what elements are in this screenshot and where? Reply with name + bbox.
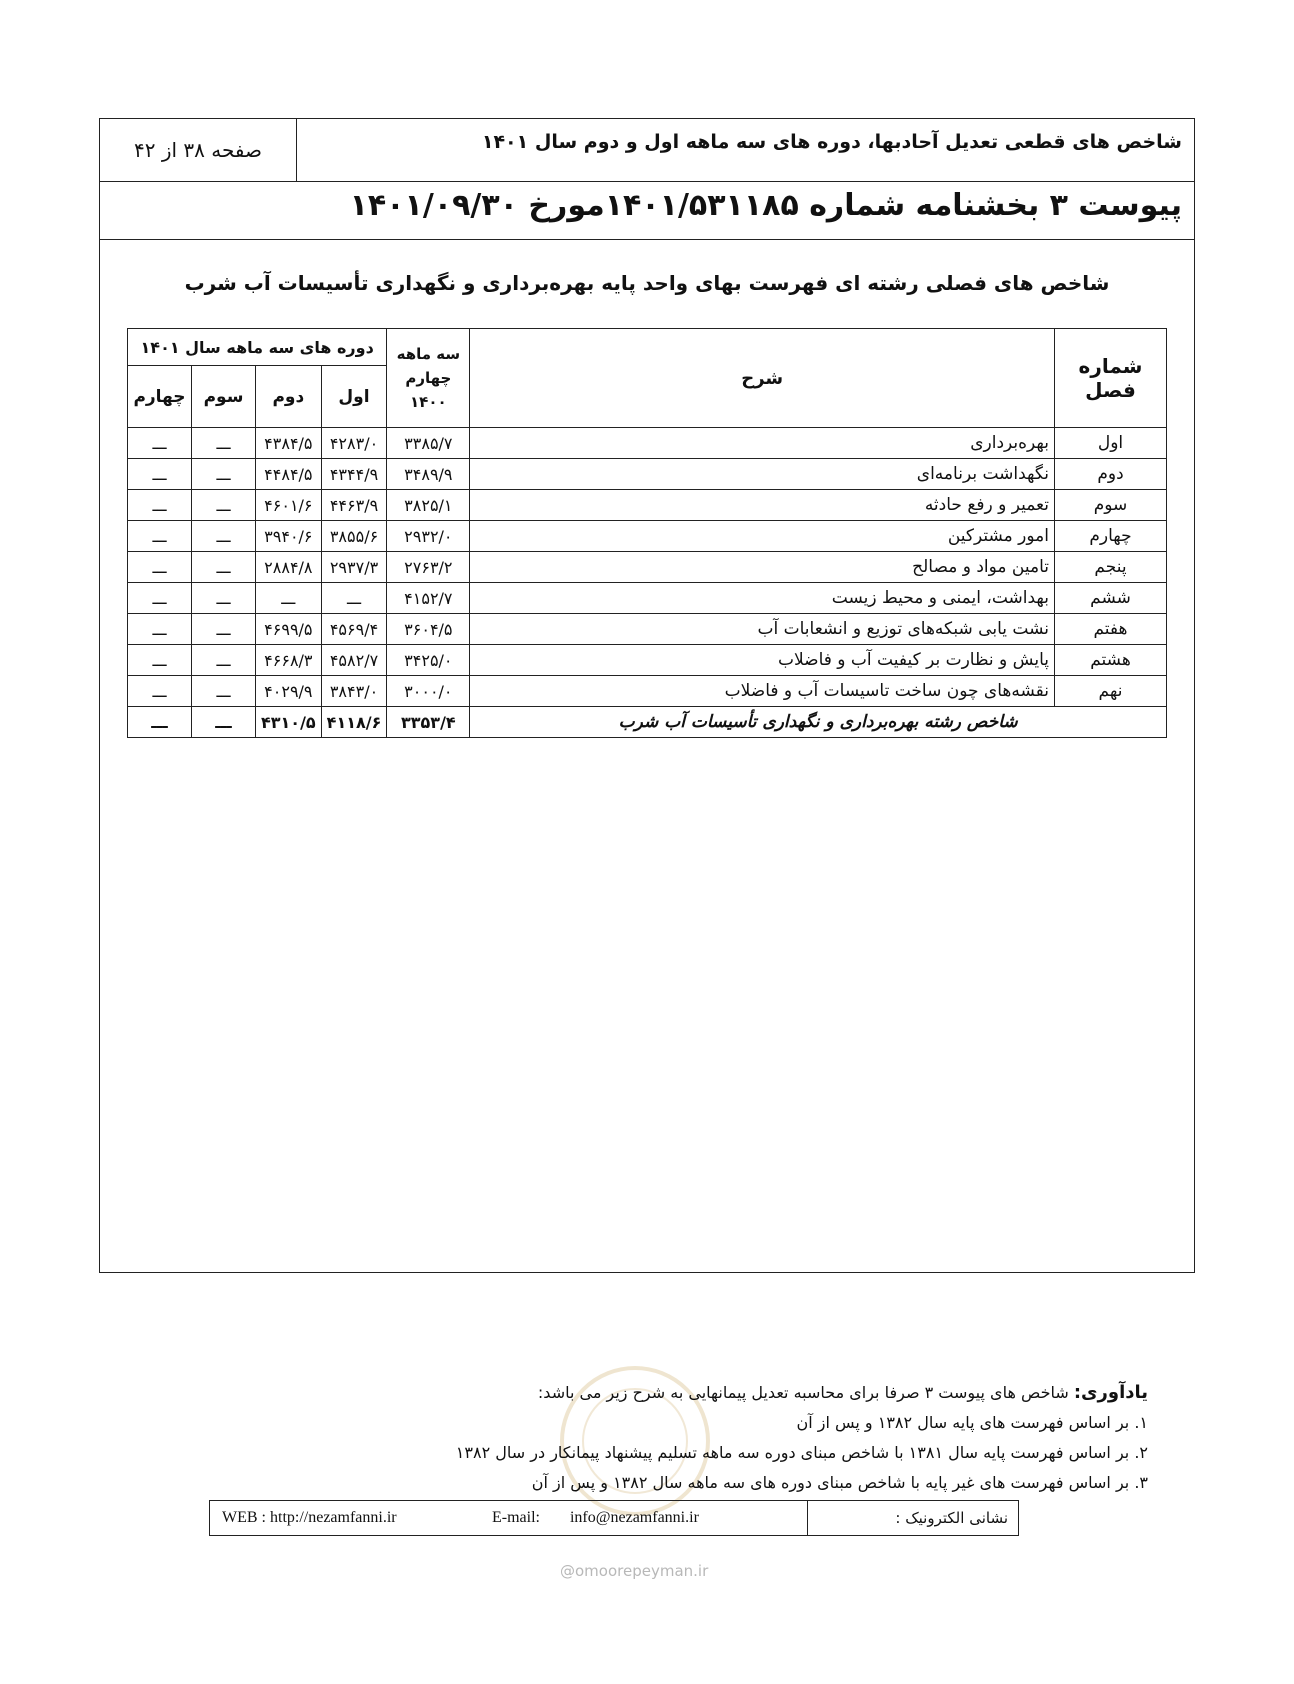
prev-cell: ۳۶۰۴/۵ — [387, 614, 470, 645]
prev-cell: ۳۰۰۰/۰ — [387, 676, 470, 707]
prev-cell: ۳۴۲۵/۰ — [387, 645, 470, 676]
note-item: ۱. بر اساس فهرست های پایه سال ۱۳۸۲ و پس از آن — [796, 1413, 1148, 1432]
q4-cell: ـــ — [128, 428, 192, 459]
note-item: ۳. بر اساس فهرست های غیر پایه با شاخص مبنای دوره های سه ماهه سال ۱۳۸۲ و پس از آن — [531, 1473, 1148, 1492]
description-cell: نگهداشت برنامه‌ای — [470, 459, 1055, 490]
header-q3: سوم — [192, 366, 256, 428]
note-item: ۲. بر اساس فهرست پایه سال ۱۳۸۱ با شاخص مبنای دوره سه ماهه تسلیم پیشنهاد پیمانکار در سال ۱۳۸۲ — [455, 1443, 1148, 1462]
notes-label: یادآوری: — [1073, 1382, 1148, 1403]
notes-intro-line — [148, 1378, 1148, 1408]
q2-cell: ـــ — [256, 583, 322, 614]
q3-cell: ـــ — [192, 552, 256, 583]
q2-cell: ۴۶۶۸/۳ — [256, 645, 322, 676]
q3-cell: ـــ — [192, 583, 256, 614]
document-frame — [99, 118, 1195, 1273]
header-q1: اول — [321, 366, 387, 428]
description-cell: نقشه‌های چون ساخت تاسیسات آب و فاضلاب — [470, 676, 1055, 707]
q3-cell: ـــ — [192, 490, 256, 521]
q2-cell: ۴۴۸۴/۵ — [256, 459, 322, 490]
chapter-cell: دوم — [1055, 459, 1167, 490]
q2-cell: ۲۸۸۴/۸ — [256, 552, 322, 583]
q3-cell: ـــ — [192, 645, 256, 676]
page-number: صفحه ۳۸ از ۴۲ — [100, 119, 297, 181]
header-quarter-group: دوره های سه ماهه سال ۱۴۰۱ — [128, 329, 387, 366]
q1-cell: ۲۹۳۷/۳ — [321, 552, 387, 583]
table-row — [128, 521, 1167, 552]
table-row — [128, 676, 1167, 707]
chapter-cell: هشتم — [1055, 645, 1167, 676]
total-q3: ـــ — [192, 707, 256, 738]
q4-cell: ـــ — [128, 459, 192, 490]
q2-cell: ۴۳۸۴/۵ — [256, 428, 322, 459]
chapter-cell: سوم — [1055, 490, 1167, 521]
q4-cell: ـــ — [128, 676, 192, 707]
q4-cell: ـــ — [128, 583, 192, 614]
circular-row — [100, 181, 1194, 240]
total-q1: ۴۱۱۸/۶ — [321, 707, 387, 738]
table-row — [128, 552, 1167, 583]
q1-cell: ۴۴۶۳/۹ — [321, 490, 387, 521]
header-description: شرح — [470, 329, 1055, 428]
prev-cell: ۳۴۸۹/۹ — [387, 459, 470, 490]
total-q4: ـــ — [128, 707, 192, 738]
total-q2: ۴۳۱۰/۵ — [256, 707, 322, 738]
total-prev: ۳۳۵۳/۴ — [387, 707, 470, 738]
q1-cell: ۴۳۴۴/۹ — [321, 459, 387, 490]
description-cell: امور مشترکین — [470, 521, 1055, 552]
description-cell: نشت یابی شبکه‌های توزیع و انشعابات آب — [470, 614, 1055, 645]
table-row — [128, 645, 1167, 676]
prev-cell: ۲۹۳۲/۰ — [387, 521, 470, 552]
header-prev-quarter: سه ماهه چهارم ۱۴۰۰ — [387, 329, 470, 428]
email-link[interactable]: info@nezamfanni.ir — [569, 1509, 699, 1526]
email-label: E-mail: — [492, 1509, 540, 1526]
q2-cell: ۴۶۹۹/۵ — [256, 614, 322, 645]
header-chapter: شماره فصل — [1055, 329, 1167, 428]
chapter-cell: پنجم — [1055, 552, 1167, 583]
prev-cell: ۴۱۵۲/۷ — [387, 583, 470, 614]
notes-intro: شاخص های پیوست ۳ صرفا برای محاسبه تعدیل پیمانهایی به شرح زیر می باشد: — [537, 1383, 1069, 1402]
q3-cell: ـــ — [192, 459, 256, 490]
table-row — [128, 583, 1167, 614]
table-row — [128, 490, 1167, 521]
q1-cell: ۴۲۸۳/۰ — [321, 428, 387, 459]
q1-cell: ۴۵۶۹/۴ — [321, 614, 387, 645]
description-cell: تامین مواد و مصالح — [470, 552, 1055, 583]
q4-cell: ـــ — [128, 614, 192, 645]
q3-cell: ـــ — [192, 614, 256, 645]
notes-block — [148, 1378, 1148, 1498]
index-table — [127, 328, 1167, 738]
header-q2: دوم — [256, 366, 322, 428]
header-row — [100, 119, 1194, 182]
prev-cell: ۳۳۸۵/۷ — [387, 428, 470, 459]
table-row — [128, 428, 1167, 459]
header-q4: چهارم — [128, 366, 192, 428]
chapter-cell: اول — [1055, 428, 1167, 459]
description-cell: تعمیر و رفع حادثه — [470, 490, 1055, 521]
circular-title: پیوست ۳ بخشنامه شماره ۱۴۰۱/۵۳۱۱۸۵مورخ ۱۴۰۱/۰۹/۳۰ — [349, 188, 1182, 223]
table-row — [128, 459, 1167, 490]
chapter-cell: چهارم — [1055, 521, 1167, 552]
document-title: شاخص های قطعی تعدیل آحادبها، دوره های سه ماهه اول و دوم سال ۱۴۰۱ — [481, 131, 1182, 153]
contact-box — [209, 1500, 1019, 1536]
prev-cell: ۳۸۲۵/۱ — [387, 490, 470, 521]
q3-cell: ـــ — [192, 428, 256, 459]
q4-cell: ـــ — [128, 490, 192, 521]
website-link[interactable]: WEB : http://nezamfanni.ir — [222, 1509, 397, 1526]
q1-cell: ـــ — [321, 583, 387, 614]
contact-label: نشانی الکترونیک : — [807, 1501, 1018, 1535]
q2-cell: ۴۶۰۱/۶ — [256, 490, 322, 521]
total-description: شاخص رشته بهره‌برداری و نگهداری تأسیسات آب شرب — [470, 707, 1167, 738]
chapter-cell: نهم — [1055, 676, 1167, 707]
q1-cell: ۴۵۸۲/۷ — [321, 645, 387, 676]
chapter-cell: هفتم — [1055, 614, 1167, 645]
email-group — [492, 1501, 807, 1535]
q3-cell: ـــ — [192, 521, 256, 552]
q2-cell: ۳۹۴۰/۶ — [256, 521, 322, 552]
description-cell: بهداشت، ایمنی و محیط زیست — [470, 583, 1055, 614]
description-cell: پایش و نظارت بر کیفیت آب و فاضلاب — [470, 645, 1055, 676]
watermark-text: @omoorepeyman.ir — [560, 1562, 709, 1580]
q2-cell: ۴۰۲۹/۹ — [256, 676, 322, 707]
q1-cell: ۳۸۵۵/۶ — [321, 521, 387, 552]
q4-cell: ـــ — [128, 521, 192, 552]
description-cell: بهره‌برداری — [470, 428, 1055, 459]
q4-cell: ـــ — [128, 645, 192, 676]
q4-cell: ـــ — [128, 552, 192, 583]
table-title: شاخص های فصلی رشته ای فهرست بهای واحد پایه بهره‌برداری و نگهداری تأسیسات آب شرب — [184, 271, 1110, 295]
total-row — [128, 707, 1167, 738]
q3-cell: ـــ — [192, 676, 256, 707]
prev-cell: ۲۷۶۳/۲ — [387, 552, 470, 583]
chapter-cell: ششم — [1055, 583, 1167, 614]
table-row — [128, 614, 1167, 645]
q1-cell: ۳۸۴۳/۰ — [321, 676, 387, 707]
